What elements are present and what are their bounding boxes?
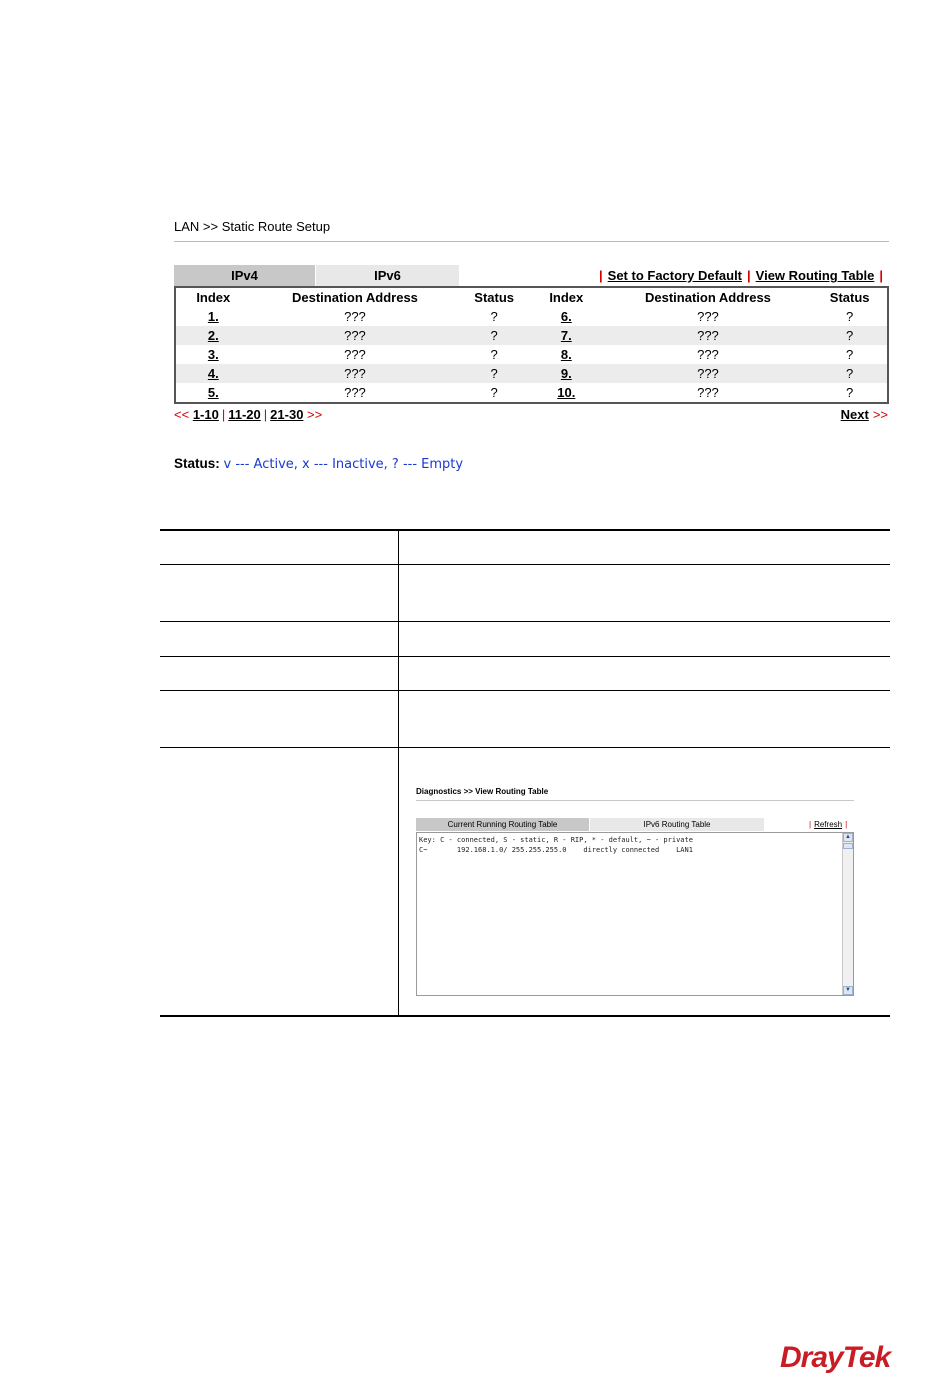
routing-entry-line: C~ 192.168.1.0/ 255.255.255.0 directly connected LAN1 (419, 846, 693, 854)
destination-address: ??? (344, 385, 366, 400)
row-divider (160, 690, 890, 691)
route-status: ? (490, 347, 498, 362)
routing-table-output (416, 832, 854, 996)
tab-ipv6-routing-table[interactable]: IPv6 Routing Table (590, 818, 764, 831)
scroll-up-icon[interactable]: ▲ (843, 833, 853, 842)
scroll-down-icon[interactable]: ▼ (843, 986, 853, 995)
route-status: ? (846, 385, 854, 400)
destination-address: ??? (697, 366, 719, 381)
destination-address: ??? (344, 309, 366, 324)
scroll-thumb[interactable] (843, 843, 853, 849)
row-divider (160, 656, 890, 657)
route-status: ? (846, 309, 854, 324)
top-links (594, 268, 888, 283)
table-row (175, 364, 888, 383)
route-index-link[interactable]: 7. (560, 328, 572, 343)
column-header-status: Status (829, 290, 870, 305)
page-link-1-10[interactable]: 1-10 (192, 407, 219, 422)
route-status: ? (846, 366, 854, 381)
next-navigation (841, 407, 888, 422)
view-routing-table-link[interactable]: View Routing Table (755, 268, 875, 283)
draytek-logo: DrayTek (780, 1341, 891, 1374)
tab-current-running-routing-table[interactable]: Current Running Routing Table (416, 818, 589, 831)
route-index-link[interactable]: 4. (207, 366, 219, 381)
route-status: ? (490, 328, 498, 343)
destination-address: ??? (697, 328, 719, 343)
tab-ipv6[interactable]: IPv6 (316, 265, 459, 286)
table-bottom-border (160, 1015, 890, 1017)
page-link-11-20[interactable]: 11-20 (228, 407, 261, 422)
route-index-link[interactable]: 6. (560, 309, 572, 324)
routing-key-line: Key: C - connected, S - static, R - RIP, * - default, ~ - private (419, 836, 693, 844)
route-index-link[interactable]: 9. (560, 366, 572, 381)
table-row (175, 383, 888, 403)
next-arrow[interactable]: >> (872, 407, 888, 422)
column-header-destination: Destination Address (291, 290, 418, 305)
destination-address: ??? (344, 347, 366, 362)
destination-address: ??? (697, 385, 719, 400)
status-legend-text: v --- Active, x --- Inactive, ? --- Empty (223, 457, 464, 472)
row-divider (160, 747, 890, 748)
route-status: ? (846, 328, 854, 343)
routing-screenshot-title: Diagnostics >> View Routing Table (416, 787, 549, 796)
route-index-link[interactable]: 1. (207, 309, 219, 324)
table-row (175, 345, 888, 364)
route-index-link[interactable]: 8. (560, 347, 572, 362)
destination-address: ??? (697, 347, 719, 362)
destination-address: ??? (344, 366, 366, 381)
status-legend (174, 456, 463, 472)
link-separator: | (879, 268, 883, 283)
link-separator: | (599, 268, 603, 283)
set-to-factory-default-link[interactable]: Set to Factory Default (607, 268, 743, 283)
routing-screenshot-divider (416, 800, 854, 801)
refresh-link[interactable]: Refresh (814, 820, 843, 829)
route-status: ? (490, 309, 498, 324)
table-top-border (160, 529, 890, 531)
page-title: LAN >> Static Route Setup (174, 219, 331, 234)
link-separator: | (809, 820, 812, 829)
status-legend-label: Status: (174, 456, 220, 471)
column-header-status: Status (474, 290, 515, 305)
column-header-index: Index (549, 290, 584, 305)
route-index-link[interactable]: 5. (207, 385, 219, 400)
row-divider (160, 564, 890, 565)
pagination (174, 407, 322, 422)
refresh-link-group (806, 820, 850, 829)
route-status: ? (846, 347, 854, 362)
destination-address: ??? (344, 328, 366, 343)
route-status: ? (490, 385, 498, 400)
next-link[interactable]: Next (840, 407, 869, 422)
link-separator: | (747, 268, 751, 283)
title-divider (174, 241, 889, 242)
table-header-row (175, 287, 888, 307)
tab-ipv4[interactable]: IPv4 (174, 265, 315, 286)
vertical-scrollbar[interactable] (842, 833, 853, 995)
page-link-21-30[interactable]: 21-30 (270, 407, 304, 422)
destination-address: ??? (697, 309, 719, 324)
static-route-table (174, 286, 889, 404)
link-separator: | (845, 820, 848, 829)
prev-arrow[interactable]: << (174, 407, 190, 422)
route-index-link[interactable]: 3. (207, 347, 219, 362)
table-row (175, 326, 888, 345)
route-index-link[interactable]: 2. (207, 328, 219, 343)
column-header-destination: Destination Address (644, 290, 771, 305)
next-page-arrows[interactable]: >> (307, 407, 323, 422)
route-index-link[interactable]: 10. (557, 385, 576, 400)
page-separator: | (263, 407, 268, 422)
row-divider (160, 621, 890, 622)
column-header-index: Index (196, 290, 231, 305)
column-divider (398, 529, 399, 1017)
page-separator: | (221, 407, 226, 422)
route-status: ? (490, 366, 498, 381)
table-row (175, 307, 888, 326)
